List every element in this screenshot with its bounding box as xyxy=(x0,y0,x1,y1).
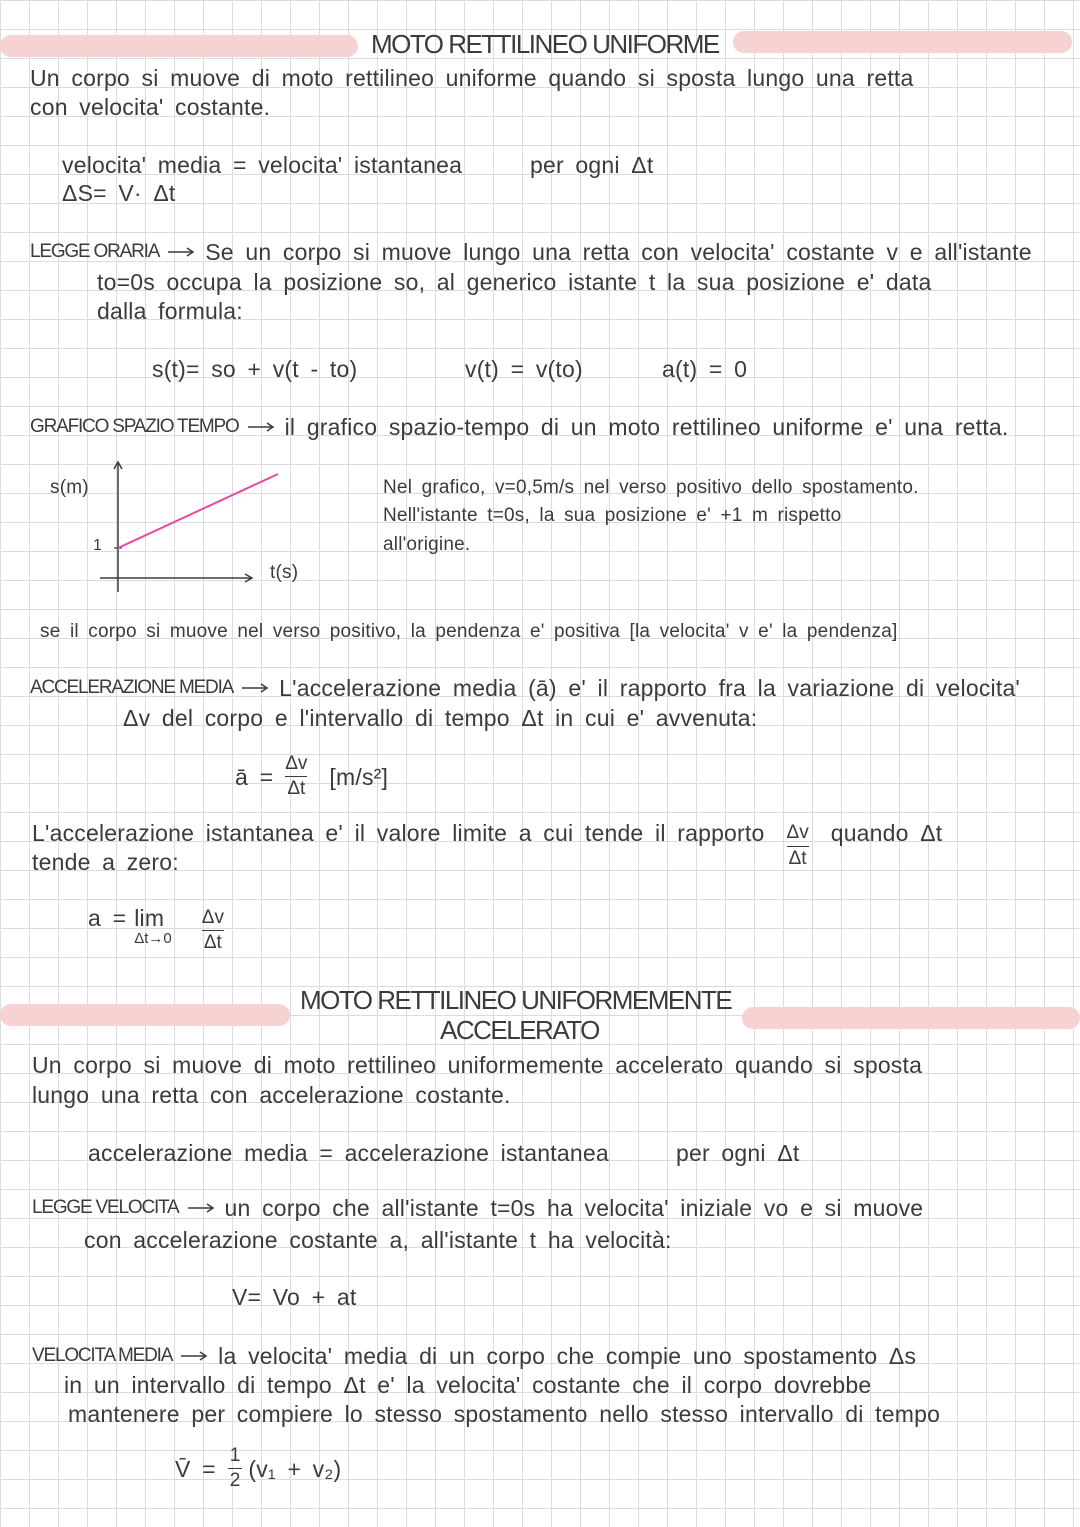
acceleration-equality: accelerazione media = accelerazione istantanea xyxy=(88,1140,609,1166)
mean-velocity-lhs: V̄ = xyxy=(175,1455,216,1482)
limit-label: lim xyxy=(134,905,165,931)
legge-oraria-line-3: dalla formula: xyxy=(97,298,243,324)
acc-media-unit: [m/s²] xyxy=(329,763,389,790)
grafico-row xyxy=(30,414,1008,440)
intro-line-1: Un corpo si muove di moto rettilineo uniformemente accelerato quando si sposta xyxy=(32,1052,923,1078)
velocity-law-formula: V= Vo + at xyxy=(232,1284,357,1310)
arrow-right-icon xyxy=(180,1350,208,1362)
formula-velocity: v(t) = v(to) xyxy=(465,356,583,382)
velocita-media-row xyxy=(32,1343,916,1369)
graph-tick-label: 1 xyxy=(93,537,103,554)
legge-oraria-line-1: Se un corpo si muove lungo una retta con velocita' costante v e all'istante xyxy=(205,239,1032,265)
section-title-accelerato-line-2: ACCELERATO xyxy=(440,1015,599,1045)
limit-lhs: a = xyxy=(88,905,127,931)
formula-position: s(t)= so + v(t - to) xyxy=(152,356,358,382)
title-highlight-left xyxy=(0,1004,290,1026)
legge-velocita-line-2: con accelerazione costante a, all'istante t ha velocità: xyxy=(84,1227,672,1253)
acc-media-line-2: Δv del corpo e l'intervallo di tempo Δt in cui e' avvenuta: xyxy=(123,705,758,731)
arrow-right-icon xyxy=(241,682,269,694)
fraction-numerator: Δv xyxy=(285,753,308,774)
fraction-denominator: Δt xyxy=(287,778,306,799)
acc-media-heading: ACCELERAZIONE MEDIA xyxy=(30,677,234,698)
legge-oraria-heading: LEGGE ORARIA xyxy=(30,241,160,262)
arrow-right-icon xyxy=(187,1202,215,1214)
fraction-numerator: 1 xyxy=(229,1445,241,1466)
legge-velocita-line-1: un corpo che all'istante t=0s ha velocita' iniziale vo e si muove xyxy=(224,1195,924,1221)
grafico-heading: GRAFICO SPAZIO TEMPO xyxy=(30,416,239,437)
velocita-media-heading: VELOCITA MEDIA xyxy=(32,1345,173,1366)
graph-x-label: t(s) xyxy=(270,562,299,583)
half-fraction xyxy=(228,1444,243,1493)
legge-velocita-heading: LEGGE VELOCITA xyxy=(32,1197,179,1218)
graph-note-2: Nell'istante t=0s, la sua posizione e' +1 m rispetto xyxy=(383,505,842,526)
intro-line-1: Un corpo si muove di moto rettilineo uniforme quando si sposta lungo una retta xyxy=(30,65,914,91)
limit-operator xyxy=(134,906,172,948)
legge-oraria-line-2: to=0s occupa la posizione so, al generico istante t la sua posizione e' data xyxy=(97,269,932,295)
formula-acceleration: a(t) = 0 xyxy=(662,356,748,382)
intro-line-2: con velocita' costante. xyxy=(30,94,271,120)
acc-media-line-1: L'accelerazione media (ā) e' il rapporto fra la variazione di velocita' xyxy=(279,675,1021,701)
graph-note-1: Nel grafico, v=0,5m/s nel verso positivo dello spostamento. xyxy=(383,477,919,498)
velocita-media-line-2: in un intervallo di tempo Δt e' la velocita' costante che il corpo dovrebbe xyxy=(64,1372,872,1398)
velocita-media-line-3: mantenere per compiere lo stesso spostamento nello stesso intervallo di tempo xyxy=(68,1401,941,1427)
title-highlight-right xyxy=(742,1007,1080,1029)
fraction-denominator: 2 xyxy=(229,1470,241,1491)
title-highlight-right xyxy=(733,31,1072,53)
arrow-right-icon xyxy=(247,421,275,433)
intro-line-2: lungo una retta con accelerazione costante. xyxy=(32,1082,511,1108)
acc-ist-fraction xyxy=(787,820,809,871)
mean-velocity-rhs: (v₁ + v₂) xyxy=(248,1455,342,1482)
acc-media-row xyxy=(30,675,1020,701)
velocita-media-line-1: la velocita' media di un corpo che compie uno spostamento Δs xyxy=(218,1343,917,1369)
mean-velocity-formula xyxy=(175,1444,341,1493)
acc-ist-quando: quando Δt xyxy=(830,820,943,846)
legge-oraria-row xyxy=(30,239,1032,265)
displacement-formula: ΔS= V· Δt xyxy=(62,180,176,206)
limit-fraction xyxy=(202,906,224,955)
velocity-equality: velocita' media = velocita' istantanea xyxy=(62,152,463,178)
limit-subscript: Δt→0 xyxy=(134,930,172,947)
graph-y-label: s(m) xyxy=(50,477,89,498)
per-ogni-delta-t: per ogni Δt xyxy=(676,1140,800,1166)
legge-velocita-row xyxy=(32,1195,923,1221)
fraction-numerator: Δv xyxy=(786,822,809,843)
arrow-right-icon xyxy=(167,246,195,258)
acc-ist-line-1: L'accelerazione istantanea e' il valore limite a cui tende il rapporto xyxy=(32,820,765,846)
section-title-uniforme: MOTO RETTILINEO UNIFORME xyxy=(371,29,719,59)
acc-media-formula xyxy=(235,752,388,801)
pendenza-note: se il corpo si muove nel verso positivo, la pendenza e' positiva [la velocita' v e' la pendenza] xyxy=(40,621,898,642)
fraction-denominator: Δt xyxy=(788,848,807,869)
graph-note-3: all'origine. xyxy=(383,534,471,555)
per-ogni-delta-t: per ogni Δt xyxy=(530,152,654,178)
title-highlight-left xyxy=(0,35,358,57)
fraction-denominator: Δt xyxy=(203,932,222,953)
acc-media-lhs: ā = xyxy=(235,763,274,790)
position-time-line xyxy=(118,474,278,548)
section-title-accelerato-line-1: MOTO RETTILINEO UNIFORMEMENTE xyxy=(300,985,732,1015)
acc-media-fraction xyxy=(285,752,307,801)
limit-formula xyxy=(88,906,224,955)
fraction-numerator: Δv xyxy=(201,907,224,928)
grafico-text: il grafico spazio-tempo di un moto rettilineo uniforme e' una retta. xyxy=(284,414,1009,440)
acc-ist-line-2: tende a zero: xyxy=(32,849,179,875)
